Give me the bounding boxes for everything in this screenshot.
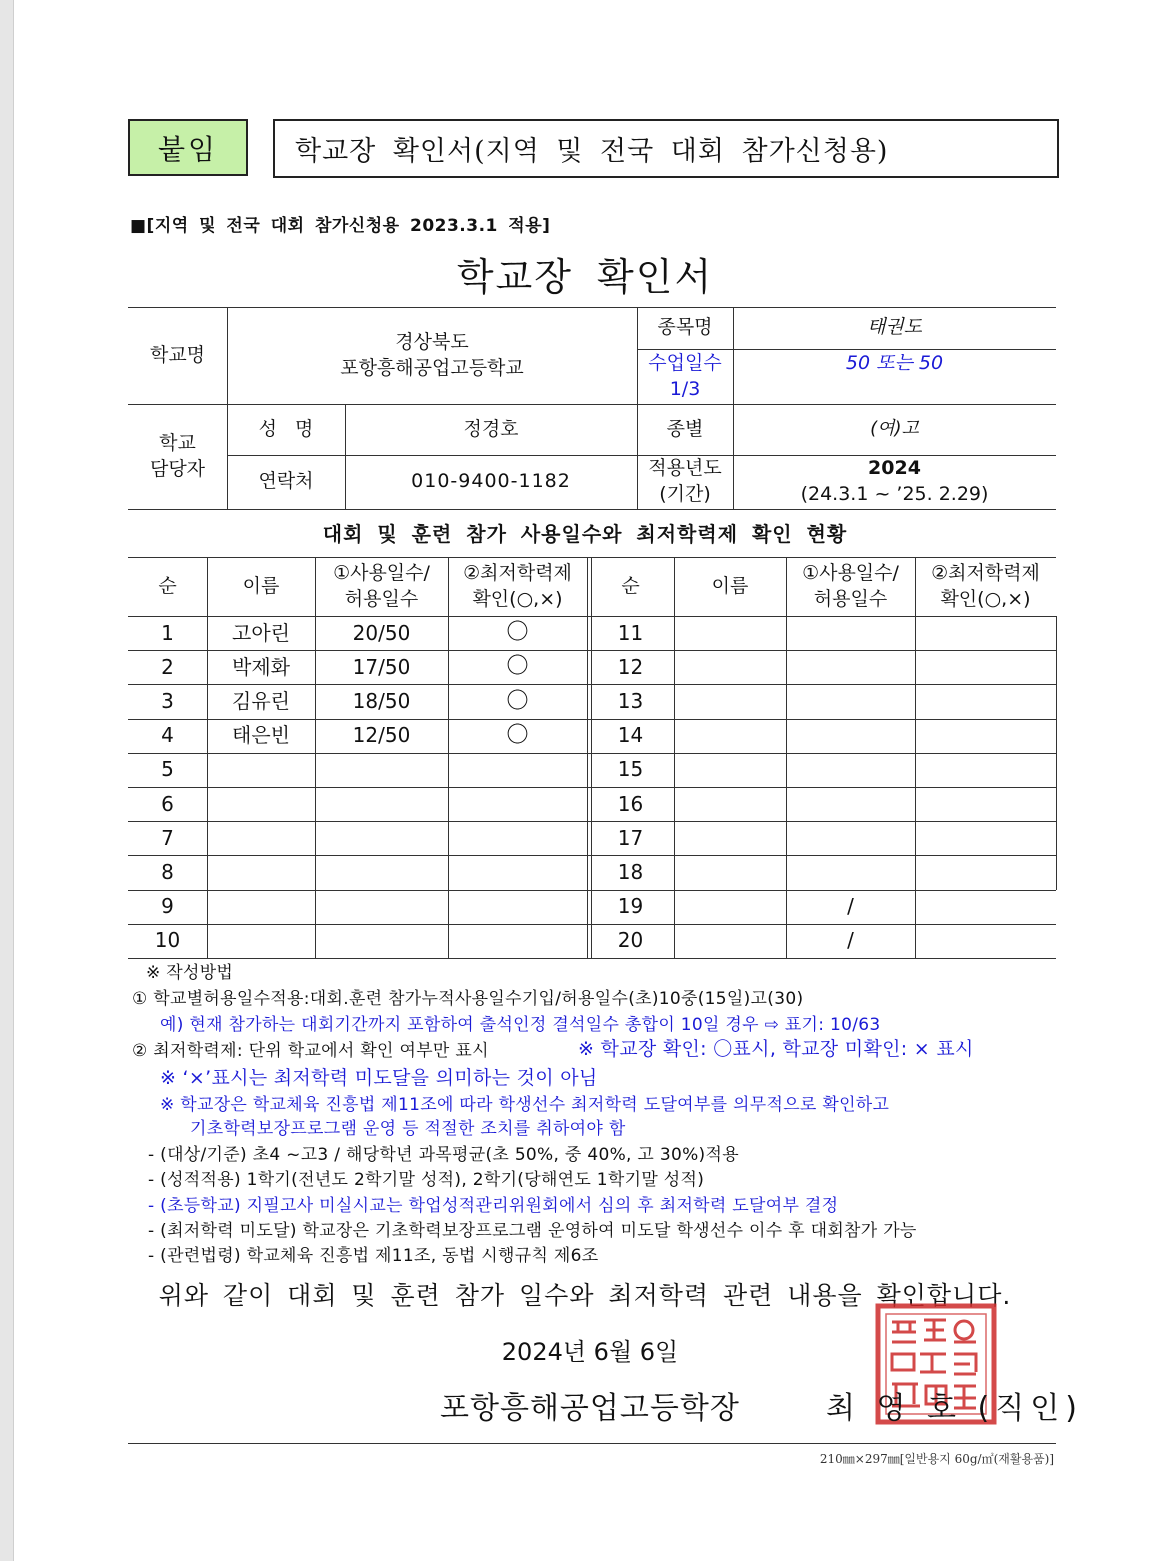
table-cell-seq: 11	[617, 620, 644, 645]
table-cell-days	[786, 821, 915, 855]
table-cell-check: 〇	[506, 654, 529, 680]
page-edge	[0, 0, 14, 1561]
signer-name: 최 영 호 (직인)	[826, 1391, 1083, 1426]
table-cell-days	[315, 924, 448, 958]
table-cell-seq: 12	[617, 654, 644, 679]
class-days-label-line1: 수업일수	[648, 351, 722, 374]
table-cell-name: 태은빈	[232, 723, 290, 748]
header-days-line: 허용일수	[813, 587, 888, 610]
table-cell-days	[315, 787, 448, 821]
note-law: - (관련법령) 학교체육 진흥법 제11조, 동법 시행규칙 제6조	[148, 1246, 599, 1266]
table-cell-seq: 16	[617, 791, 644, 816]
table-row-rule	[128, 958, 1056, 959]
table-cell-seq: 9	[161, 894, 174, 919]
table-cell-days: /	[847, 894, 854, 919]
table-cell-check: 〇	[506, 620, 529, 646]
document-date: 2024년 6월 6일	[501, 1338, 679, 1366]
table-cell-seq: 17	[617, 825, 644, 850]
header-days-line: ①사용일수/	[333, 561, 430, 584]
table-cell-seq: 10	[154, 928, 181, 953]
table-cell-seq: 15	[617, 757, 644, 782]
sport-value: 태권도	[866, 316, 923, 339]
attachment-title-box: 학교장 확인서(지역 및 전국 대회 참가신청용)	[273, 119, 1059, 178]
header-check-line: 확인(○,×)	[940, 587, 1031, 610]
table-cell-days: 17/50	[352, 654, 411, 679]
paper-spec-footer: 210㎜×297㎜[일반용지 60g/㎡(재활용품)]	[819, 1452, 1054, 1466]
table-cell-check	[448, 821, 587, 855]
table-cell-check	[448, 924, 587, 958]
table-cell-days	[315, 855, 448, 889]
table-cell-check	[915, 787, 1056, 821]
name-value: 정경호	[463, 417, 519, 440]
table-cell-days	[786, 684, 915, 718]
year-label	[637, 455, 733, 509]
table-cell-check	[915, 650, 1056, 684]
table-cell-seq: 5	[161, 757, 174, 782]
note-check-marks: ※ 학교장 확인: 〇표시, 학교장 미확인: × 표시	[578, 1038, 974, 1060]
table-cell-name: 박제화	[232, 654, 290, 679]
table-cell-check	[448, 890, 587, 924]
table-cell-days	[786, 753, 915, 787]
table-cell-name: 김유린	[232, 688, 290, 713]
table-cell-days	[315, 890, 448, 924]
contact-value: 010-9400-1182	[411, 470, 571, 493]
staff-label-line1: 학교	[159, 431, 196, 454]
note-principal-duty: ※ 학교장은 학교체육 진흥법 제11조에 따라 학생선수 최저학력 도달여부를 의무적으로 확인하고	[160, 1095, 890, 1115]
note-item-1: ① 학교별허용일수적용:대회.훈련 참가누적사용일수기입/허용일수(초)10중(15일)고(30)	[132, 989, 804, 1009]
year-label-line1: 적용년도	[648, 457, 722, 480]
header-name-left: 이름	[242, 574, 280, 597]
document-title: 학교장 확인서	[456, 255, 714, 299]
staff-label	[128, 404, 227, 509]
sport-label: 종목명	[657, 316, 713, 339]
header-check-left	[448, 557, 587, 616]
table-cell-check	[915, 821, 1056, 855]
table-cell-name	[207, 787, 315, 821]
table-cell-name	[674, 719, 786, 753]
table-cell-days	[786, 719, 915, 753]
table-cell-days: 18/50	[352, 688, 411, 713]
table-cell-seq: 7	[161, 825, 174, 850]
note-not-reached: - (최저학력 미도달) 학교장은 기초학력보장프로그램 운영하여 미도달 학생선수 이수 후 대회참가 가능	[148, 1221, 917, 1241]
type-value: (여)고	[870, 418, 919, 440]
table-cell-seq: 20	[617, 928, 644, 953]
header-seq-right: 순	[621, 574, 640, 597]
table-cell-days: 20/50	[352, 620, 411, 645]
table-cell-seq: 4	[161, 723, 174, 748]
table-cell-check	[915, 616, 1056, 650]
table-cell-seq: 6	[161, 791, 174, 816]
table-cell-check	[915, 924, 1056, 958]
header-days-right	[786, 557, 915, 616]
header-seq-left: 순	[158, 574, 177, 597]
table-cell-name	[674, 924, 786, 958]
table-cell-name	[674, 821, 786, 855]
footer-rule	[128, 1443, 1056, 1444]
table-cell-name	[674, 787, 786, 821]
table-cell-days	[786, 616, 915, 650]
apply-note: ■[지역 및 전국 대회 참가신청용 2023.3.1 적용]	[130, 216, 551, 236]
year-label-line2: (기간)	[659, 483, 711, 505]
table-cell-name	[674, 855, 786, 889]
note-target: - (대상/기준) 초4 ~고3 / 해당학년 과목평균(초 50%, 중 40%, 고 30%)적용	[148, 1145, 739, 1165]
table-cell-seq: 8	[161, 859, 174, 884]
table-cell-check	[915, 753, 1056, 787]
year-period: (24.3.1 ~ ’25. 2.29)	[800, 483, 989, 505]
table-cell-check	[915, 719, 1056, 753]
table-cell-days	[786, 650, 915, 684]
header-days-left	[315, 557, 448, 616]
table-cell-check	[915, 684, 1056, 718]
header-days-line: ①사용일수/	[802, 561, 899, 584]
contact-label: 연락처	[258, 470, 314, 493]
class-days-label	[637, 349, 733, 404]
table-cell-days	[786, 855, 915, 889]
school-label: 학교명	[149, 343, 206, 366]
confirmation-statement: 위와 같이 대회 및 훈련 참가 일수와 최저학력 관련 내용을 확인합니다.	[158, 1281, 1012, 1310]
table-cell-name: 고아린	[232, 620, 290, 645]
header-name-right: 이름	[711, 574, 749, 597]
note-grade-apply: - (성적적용) 1학기(전년도 2학기말 성적), 2학기(당해연도 1학기말 성적)	[148, 1170, 705, 1190]
table-cell-name	[674, 616, 786, 650]
note-item-2: ② 최저학력제: 단위 학교에서 확인 여부만 표시	[132, 1041, 489, 1061]
table-cell-seq: 19	[617, 894, 644, 919]
table-cell-days: /	[847, 928, 854, 953]
note-heading: ※ 작성방법	[146, 963, 234, 983]
header-check-line: ②최저학력제	[463, 561, 572, 584]
table-cell-seq: 2	[161, 654, 174, 679]
school-region: 경상북도	[395, 330, 469, 353]
info-rule	[128, 509, 1056, 510]
type-label: 종별	[666, 417, 704, 440]
name-label: 성 명	[258, 417, 314, 440]
table-cell-check	[448, 787, 587, 821]
table-cell-days	[315, 821, 448, 855]
signer-title: 포항흥해공업고등학장	[440, 1391, 740, 1426]
table-cell-days: 12/50	[352, 723, 411, 748]
table-cell-name	[674, 890, 786, 924]
section-title: 대회 및 훈련 참가 사용일수와 최저학력제 확인 현황	[322, 522, 848, 546]
table-cell-name	[207, 924, 315, 958]
table-cell-check	[915, 855, 1056, 889]
attachment-badge: 붙임	[128, 119, 248, 176]
table-cell-name	[674, 650, 786, 684]
year-number: 2024	[868, 457, 921, 480]
staff-label-line2: 담당자	[149, 457, 206, 480]
table-cell-name	[207, 890, 315, 924]
table-cell-name	[207, 821, 315, 855]
table-cell-seq: 3	[161, 688, 174, 713]
table-cell-check	[915, 890, 1056, 924]
table-cell-name	[674, 684, 786, 718]
note-x-meaning: ※ ‘×’표시는 최저학력 미도달을 의미하는 것이 아님	[160, 1067, 598, 1089]
school-value	[227, 307, 637, 404]
class-days-value: 50 또는 50	[845, 352, 944, 375]
class-days-label-line2: 1/3	[669, 377, 701, 400]
school-name: 포항흥해공업고등학교	[340, 356, 524, 379]
table-cell-name	[207, 753, 315, 787]
table-cell-seq: 14	[617, 723, 644, 748]
table-cell-check	[448, 753, 587, 787]
note-principal-duty-cont: 기초학력보장프로그램 운영 등 적절한 조치를 취하여야 함	[190, 1119, 626, 1139]
header-check-right	[915, 557, 1056, 616]
note-elementary: - (초등학교) 지필고사 미실시교는 학업성적관리위원회에서 심의 후 최저학력 도달여부 결정	[148, 1196, 839, 1216]
header-check-line: 확인(○,×)	[472, 587, 563, 610]
table-cell-seq: 1	[161, 620, 174, 645]
table-cell-check: 〇	[506, 688, 529, 714]
table-cell-days	[786, 787, 915, 821]
year-value	[733, 455, 1056, 509]
table-cell-seq: 18	[617, 859, 644, 884]
table-column-rule	[1056, 616, 1057, 890]
table-cell-days	[315, 753, 448, 787]
table-cell-check: 〇	[506, 722, 529, 748]
header-check-line: ②최저학력제	[931, 561, 1040, 584]
table-cell-name	[674, 753, 786, 787]
note-example: 예) 현재 참가하는 대회기간까지 포함하여 출석인정 결석일수 총합이 10일 경우 ⇨ 표기: 10/63	[160, 1015, 881, 1035]
header-days-line: 허용일수	[344, 587, 419, 610]
table-cell-seq: 13	[617, 688, 644, 713]
table-cell-check	[448, 855, 587, 889]
table-cell-name	[207, 855, 315, 889]
